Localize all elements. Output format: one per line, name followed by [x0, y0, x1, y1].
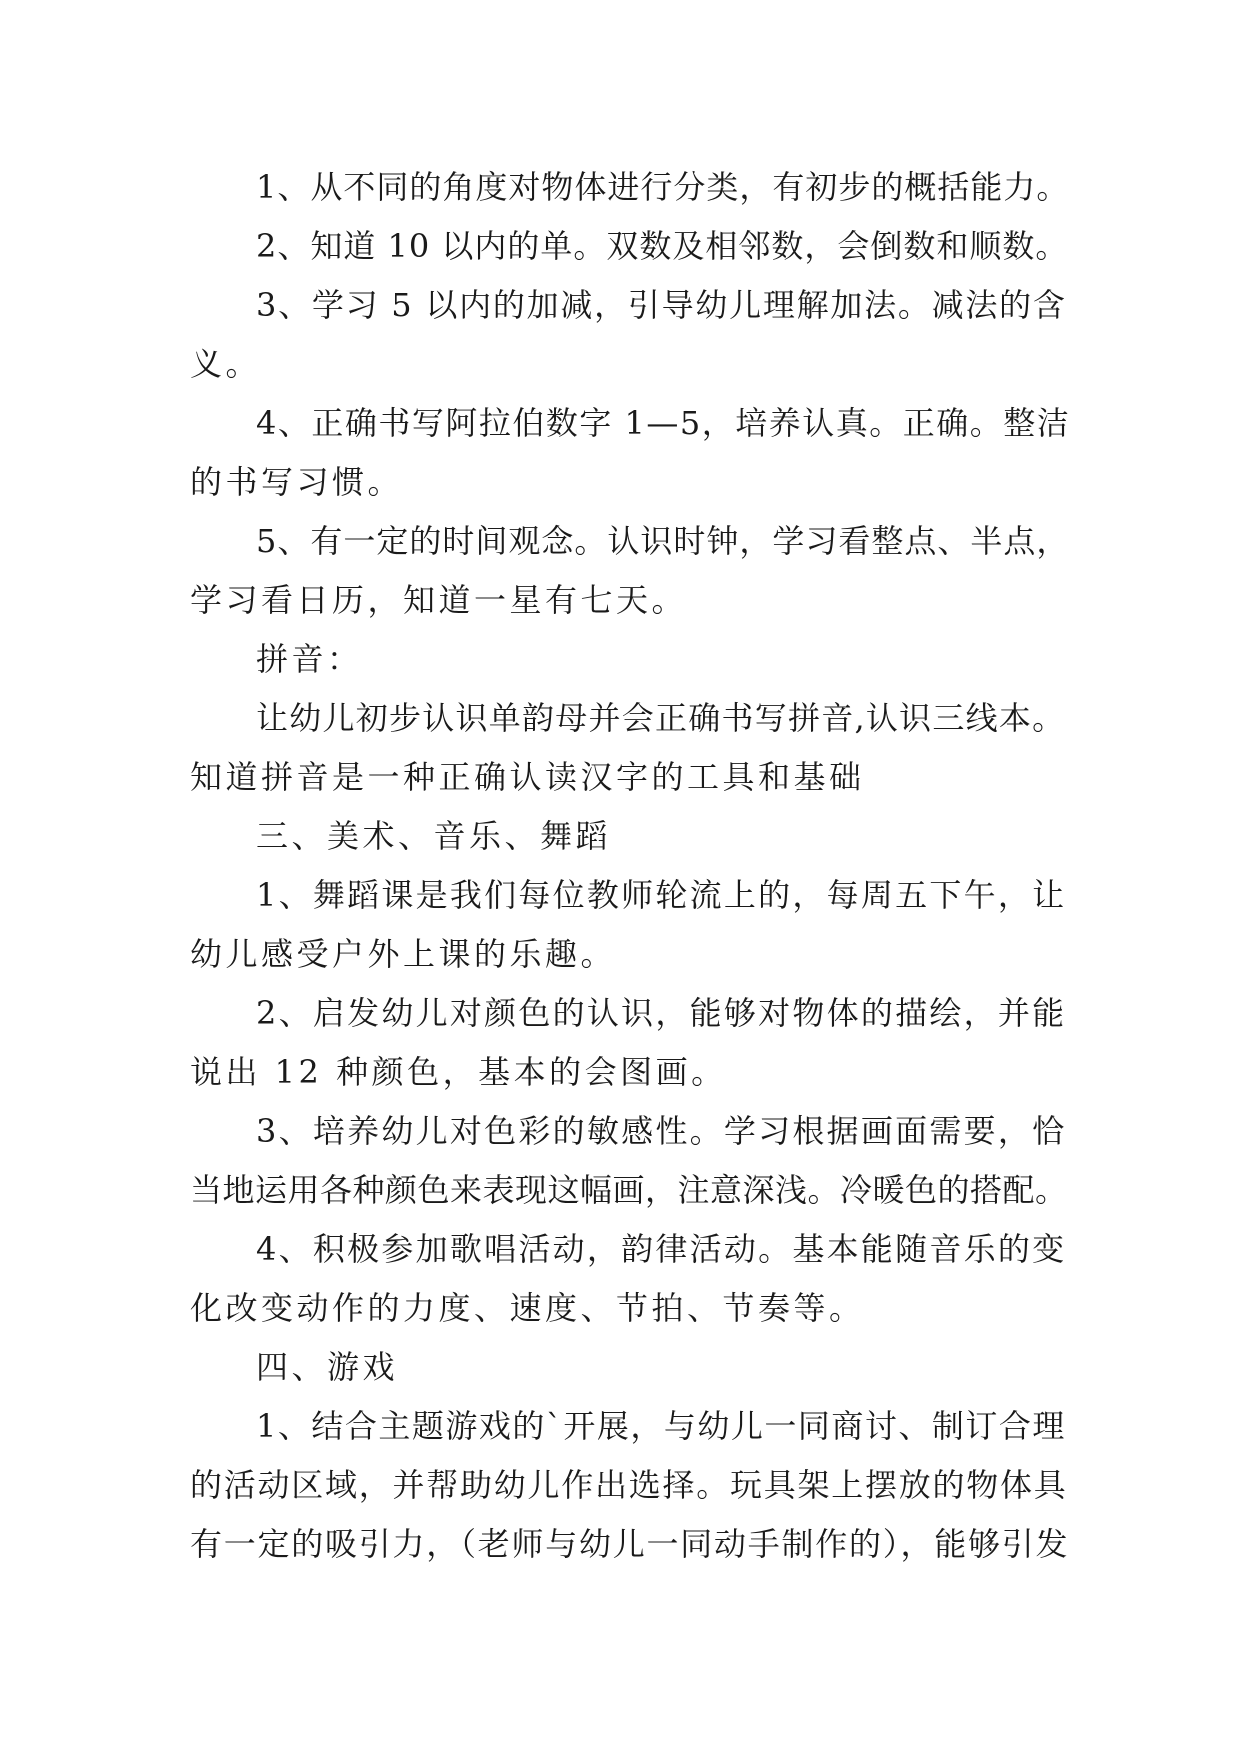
- paragraph-line: 2、启发幼儿对颜色的认识，能够对物体的描绘，并能: [256, 994, 1067, 1032]
- paragraph-line: 学习看日历，知道一星有七天。: [190, 581, 688, 619]
- paragraph-line: 1、舞蹈课是我们每位教师轮流上的，每周五下午，让: [256, 876, 1067, 914]
- section-heading: 三、美术、音乐、舞蹈: [256, 817, 612, 855]
- paragraph-line: 义。: [190, 345, 262, 383]
- paragraph-line: 3、学习 5 以内的加减，引导幼儿理解加法。减法的含: [256, 286, 1067, 324]
- paragraph-line: 有一定的吸引力，（老师与幼儿一同动手制作的），能够引发: [190, 1525, 1070, 1563]
- paragraph-line: 说出 12 种颜色，基本的会图画。: [190, 1053, 727, 1091]
- paragraph-line: 1、从不同的角度对物体进行分类，有初步的概括能力。: [256, 168, 1070, 206]
- paragraph-line: 3、培养幼儿对色彩的敏感性。学习根据画面需要，恰: [256, 1112, 1067, 1150]
- paragraph-line: 4、正确书写阿拉伯数字 1—5，培养认真。正确。整洁: [256, 404, 1071, 442]
- paragraph-line: 当地运用各种颜色来表现这幅画，注意深浅。冷暖色的搭配。: [190, 1171, 1068, 1209]
- document-body: [190, 158, 1070, 1574]
- paragraph-line: 4、积极参加歌唱活动，韵律活动。基本能随音乐的变: [256, 1230, 1067, 1268]
- section-heading: 四、游戏: [256, 1348, 399, 1386]
- paragraph-line: 的书写习惯。: [190, 463, 404, 501]
- section-heading: 拼音：: [256, 640, 363, 678]
- paragraph-line: 知道拼音是一种正确认读汉字的工具和基础: [190, 758, 865, 796]
- paragraph-line: 1、结合主题游戏的`开展，与幼儿一同商讨、制订合理: [256, 1407, 1066, 1445]
- paragraph-line: 5、有一定的时间观念。认识时钟，学习看整点、半点，: [256, 522, 1070, 560]
- paragraph-line: 的活动区域，并帮助幼儿作出选择。玩具架上摆放的物体具: [190, 1466, 1068, 1504]
- paragraph-line: 让幼儿初步认识单韵母并会正确书写拼音,认识三线本。: [256, 699, 1066, 737]
- paragraph-line: 幼儿感受户外上课的乐趣。: [190, 935, 617, 973]
- paragraph-line: 化改变动作的力度、速度、节拍、节奏等。: [190, 1289, 865, 1327]
- paragraph-line: 2、知道 10 以内的单。双数及相邻数，会倒数和顺数。: [256, 227, 1069, 265]
